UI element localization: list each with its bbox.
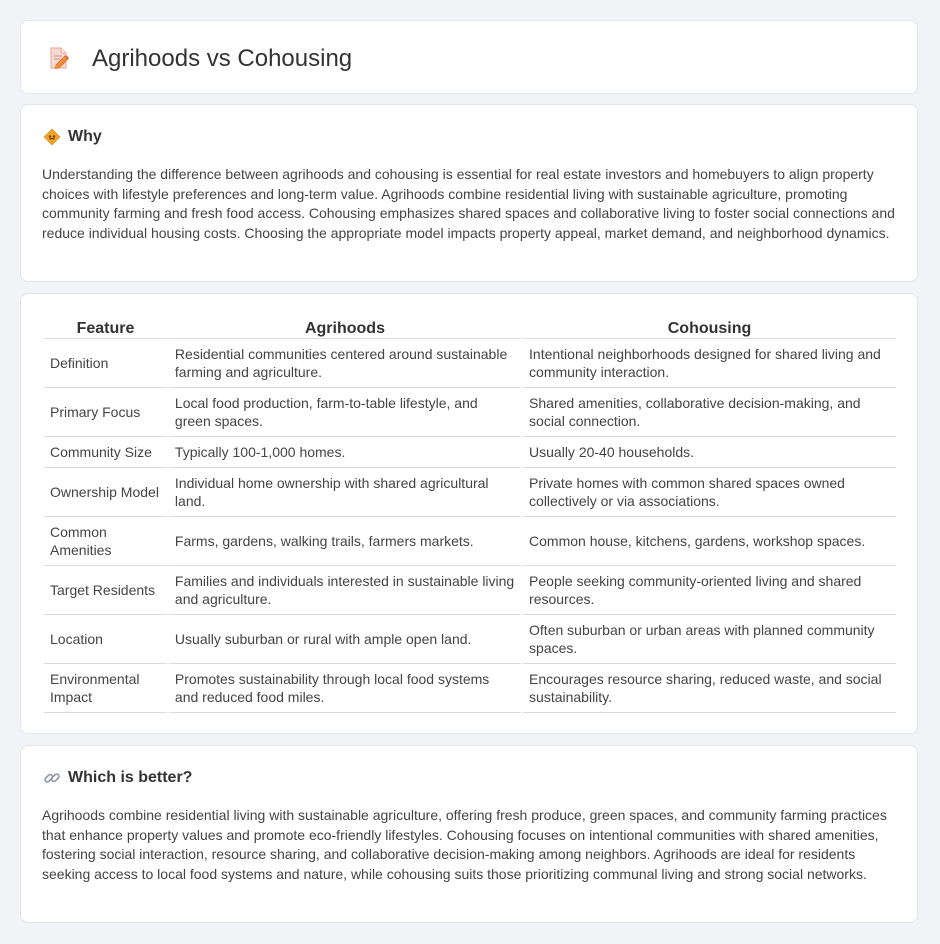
row-cohousing: Shared amenities, collaborative decision-making, and social connection. [523,388,896,437]
diamond-sign-icon [43,128,61,146]
table-row [44,615,896,664]
table-row [44,566,896,615]
row-agrihoods: Promotes sustainability through local food systems and reduced food miles. [169,664,521,713]
row-cohousing: Usually 20-40 households. [523,437,896,468]
row-feature: Environmental Impact [44,664,167,713]
table-header-row [44,316,896,339]
row-agrihoods: Typically 100-1,000 homes. [169,437,521,468]
why-heading [43,126,102,148]
table-row [44,517,896,566]
row-cohousing: Often suburban or urban areas with planned community spaces. [523,615,896,664]
row-feature: Primary Focus [44,388,167,437]
row-agrihoods: Usually suburban or rural with ample open land. [169,615,521,664]
table-row [44,664,896,713]
row-agrihoods: Families and individuals interested in sustainable living and agriculture. [169,566,521,615]
why-section [20,104,918,282]
row-agrihoods: Residential communities centered around sustainable farming and agriculture. [169,339,521,388]
row-feature: Target Residents [44,566,167,615]
row-agrihoods: Local food production, farm-to-table lifestyle, and green spaces. [169,388,521,437]
row-feature: Community Size [44,437,167,468]
table-row [44,339,896,388]
which-is-better-section [20,745,918,923]
row-agrihoods: Farms, gardens, walking trails, farmers markets. [169,517,521,566]
row-cohousing: Encourages resource sharing, reduced waste, and social sustainability. [523,664,896,713]
row-cohousing: People seeking community-oriented living and shared resources. [523,566,896,615]
header-agrihoods: Agrihoods [169,316,521,339]
row-feature: Location [44,615,167,664]
better-heading [43,767,192,789]
row-cohousing: Common house, kitchens, gardens, workshop spaces. [523,517,896,566]
row-feature: Ownership Model [44,468,167,517]
comparison-table [42,316,898,713]
link-icon [43,769,61,787]
better-text: Agrihoods combine residential living with sustainable agriculture, offering fresh produce, green spaces, and community farming practices that enhance property values and promote eco-friendly lifestyles. Cohousing focuses on intentional communities with shared amenities, fostering social interaction, resource sharing, and collaborative decision-making among neighbors. Agrihoods are ideal for residents seeking access to local food systems and nature, while cohousing suits those prioritizing communal living and strong social networks. [42,807,887,882]
document-pencil-icon [47,46,71,70]
row-cohousing: Private homes with common shared spaces owned collectively or via associations. [523,468,896,517]
comparison-card [20,293,918,734]
title-card [20,20,918,94]
row-feature: Common Amenities [44,517,167,566]
why-text: Understanding the difference between agrihoods and cohousing is essential for real estate investors and homebuyers to align property choices with lifestyle preferences and long-term value. Agrihoods combine residential living with sustainable agriculture, promoting community farming and fresh food access. Cohousing emphasizes shared spaces and collaborative living to foster social connections and reduce individual housing costs. Choosing the appropriate model impacts property appeal, market demand, and neighborhood dynamics. [42,166,895,241]
table-row [44,437,896,468]
better-title: Which is better? [68,769,193,786]
header-cohousing: Cohousing [523,316,896,339]
why-title: Why [68,128,102,145]
table-row [44,388,896,437]
row-feature: Definition [44,339,167,388]
table-row [44,468,896,517]
row-agrihoods: Individual home ownership with shared agricultural land. [169,468,521,517]
row-cohousing: Intentional neighborhoods designed for shared living and community interaction. [523,339,896,388]
page-title: Agrihoods vs Cohousing [92,45,353,72]
header-feature: Feature [44,316,167,339]
